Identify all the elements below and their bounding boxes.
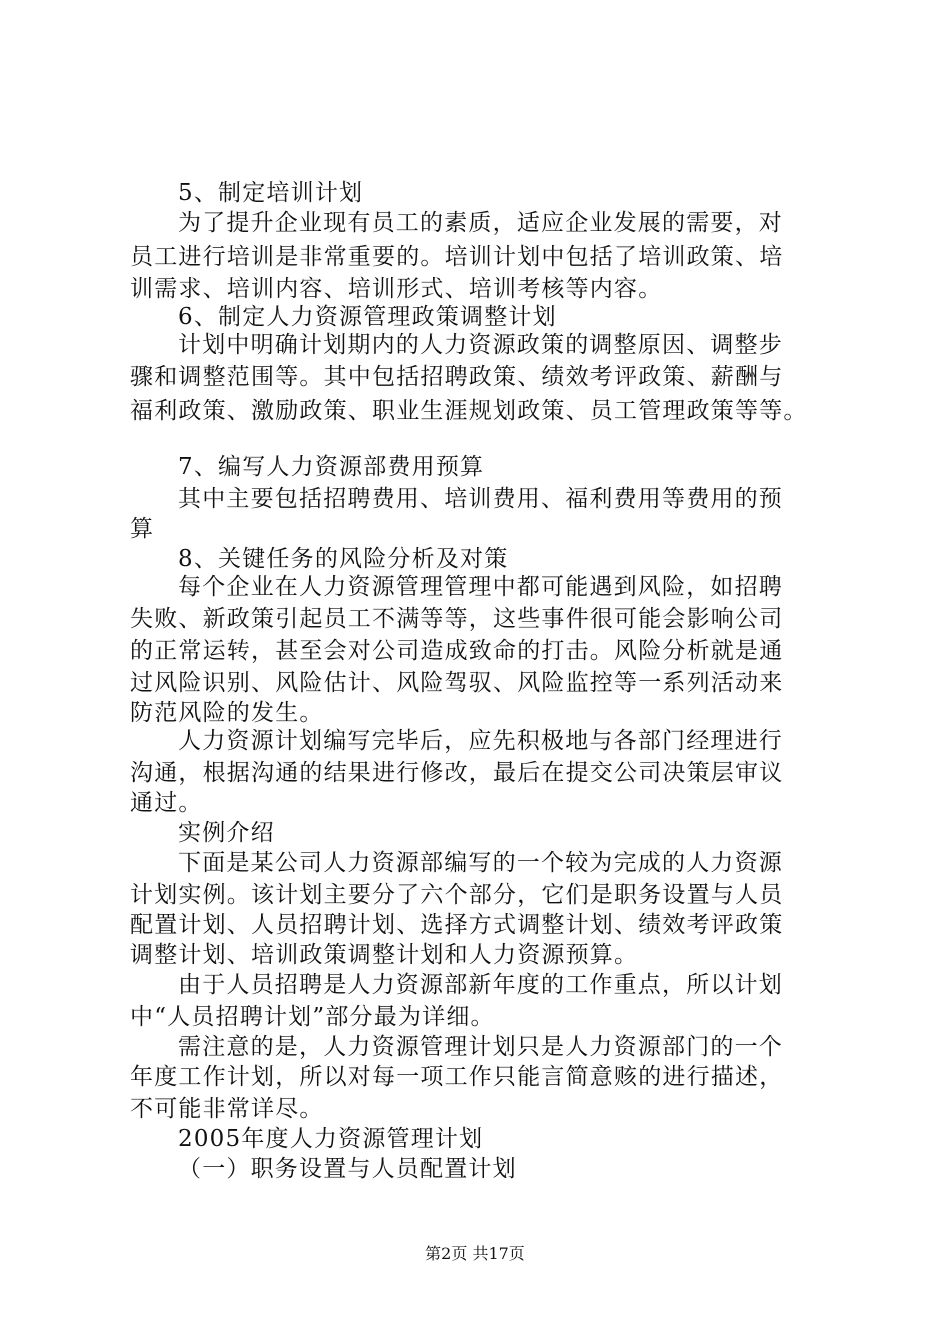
section-heading-risk-analysis: 8、关键任务的风险分析及对策	[178, 546, 509, 572]
paragraph-line: 福利政策、激励政策、职业生涯规划政策、员工管理政策等等。	[130, 398, 808, 424]
paragraph-line: 失败、新政策引起员工不满等等，这些事件很可能会影响公司	[130, 606, 784, 632]
section-heading-training-plan: 5、制定培训计划	[178, 180, 364, 206]
paragraph-line: 需注意的是，人力资源管理计划只是人力资源部门的一个	[178, 1034, 783, 1060]
paragraph-line: 中“人员招聘计划”部分最为详细。	[130, 1004, 495, 1030]
section-heading-budget: 7、编写人力资源部费用预算	[178, 454, 485, 480]
paragraph-line: 下面是某公司人力资源部编写的一个较为完成的人力资源	[178, 850, 783, 876]
paragraph-line: 不可能非常详尽。	[130, 1096, 324, 1122]
paragraph-line: 的正常运转，甚至会对公司造成致命的打击。风险分析就是通	[130, 638, 784, 664]
paragraph-line: 过风险识别、风险估计、风险驾驭、风险监控等一系列活动来	[130, 670, 784, 696]
paragraph-line: 每个企业在人力资源管理管理中都可能遇到风险，如招聘	[178, 574, 783, 600]
paragraph-line: 算	[130, 516, 155, 542]
paragraph-line: 计划中明确计划期内的人力资源政策的调整原因、调整步	[178, 332, 783, 358]
page-footer: 第2页 共17页	[425, 1244, 525, 1263]
section-heading-example: 实例介绍	[178, 820, 275, 846]
paragraph-line: 骤和调整范围等。其中包括招聘政策、绩效考评政策、薪酬与	[130, 364, 784, 390]
paragraph-line: 员工进行培训是非常重要的。培训计划中包括了培训政策、培	[130, 244, 784, 270]
paragraph-line: 通过。	[130, 790, 203, 816]
paragraph-line: 年度工作计划，所以对每一项工作只能言简意赅的进行描述，	[130, 1064, 784, 1090]
paragraph-line: 计划实例。该计划主要分了六个部分，它们是职务设置与人员	[130, 882, 784, 908]
section-heading-policy-adjustment: 6、制定人力资源管理政策调整计划	[178, 304, 557, 330]
paragraph-line: 为了提升企业现有员工的素质，适应企业发展的需要，对	[178, 210, 783, 236]
paragraph-line: 训需求、培训内容、培训形式、培训考核等内容。	[130, 276, 663, 302]
paragraph-line: 其中主要包括招聘费用、培训费用、福利费用等费用的预	[178, 486, 783, 512]
plan-section-heading: （一）职务设置与人员配置计划	[178, 1156, 517, 1182]
paragraph-line: 调整计划、培训政策调整计划和人力资源预算。	[130, 942, 639, 968]
paragraph-line: 防范风险的发生。	[130, 700, 324, 726]
paragraph-line: 沟通，根据沟通的结果进行修改，最后在提交公司决策层审议	[130, 760, 784, 786]
plan-title: 2005年度人力资源管理计划	[178, 1126, 484, 1152]
paragraph-line: 由于人员招聘是人力资源部新年度的工作重点，所以计划	[178, 972, 783, 998]
paragraph-line: 人力资源计划编写完毕后，应先积极地与各部门经理进行	[178, 728, 783, 754]
paragraph-line: 配置计划、人员招聘计划、选择方式调整计划、绩效考评政策	[130, 912, 784, 938]
